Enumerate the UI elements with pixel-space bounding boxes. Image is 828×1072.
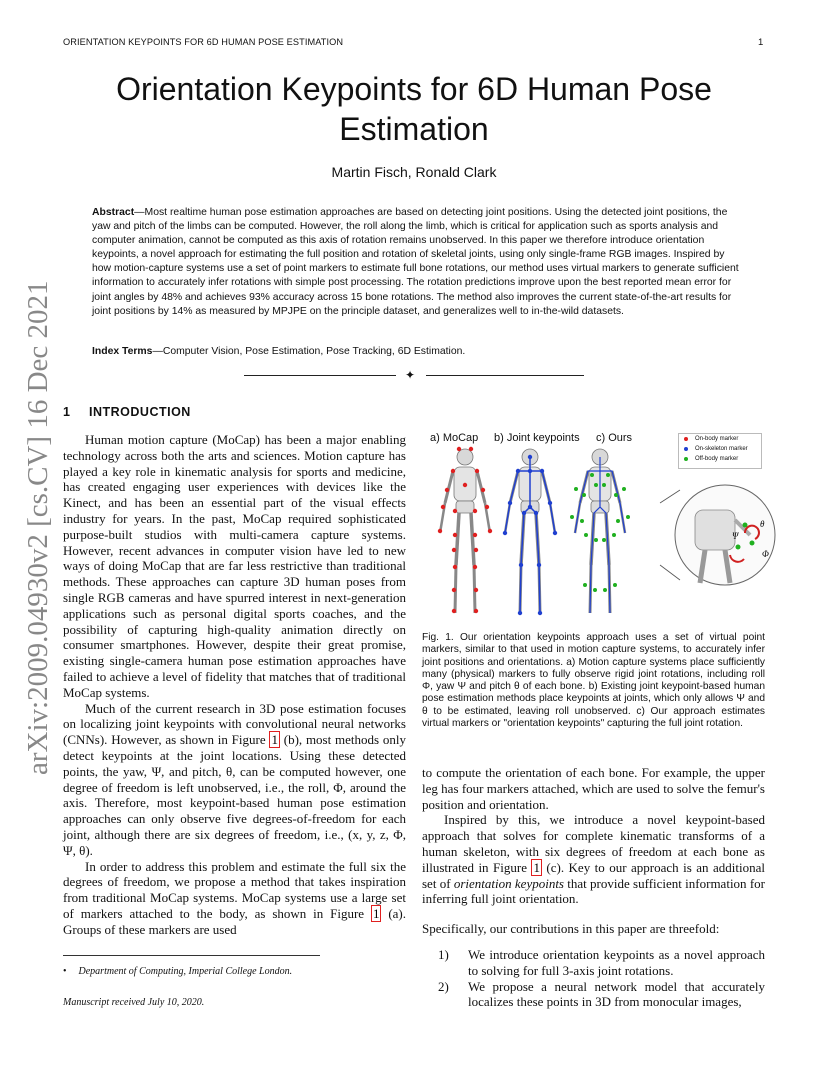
section-title: INTRODUCTION <box>89 405 191 419</box>
phi-label: Φ <box>762 549 769 559</box>
psi-label: Ψ <box>732 531 739 541</box>
intro-paragraph-2: Much of the current research in 3D pose estimation focuses on localizing joint keypoints with convolutional neural networks (CNNs). However, as shown in Figure 1 (b), most methods only detect keypoints at the joint locations. Using these detected points, the yaw, Ψ, and pitch, θ, can be computed however, one degree of freedom is left unobserved, i.e., the roll, Φ, around the axis. Therefore, most keypoint-based human pose estimation approaches can only observe five degrees-of-freedom for each joint, although there are six degrees of freedom, i.e., (x, y, z, Φ, Ψ, θ). <box>63 700 406 858</box>
section-number: 1 <box>63 405 71 419</box>
figure-label-c: c) Ours <box>596 432 633 444</box>
section-heading <box>63 405 191 419</box>
right-paragraph-3: Specifically, our contributions in this paper are threefold: <box>422 921 720 937</box>
zoom-callout <box>660 485 775 585</box>
arxiv-stamp: arXiv:2009.04930v2 [cs.CV] 16 Dec 2021 <box>22 280 54 775</box>
skeleton-orientation-keypoints <box>570 449 630 613</box>
right-paragraph-2: Inspired by this, we introduce a novel keypoint-based approach that solves for complete kinematic transforms of a human skeleton, with six degrees of freedom at each bone as illustrated in Figure 1 (c). Key to our approach is an additional set of orientation keypoints that provide sufficient information for inferring full joint orientation. <box>422 812 765 907</box>
list-item: 2) We propose a neural network model that accurately localizes these points in 3D from monocular images, <box>438 978 765 1010</box>
skeleton-mocap <box>438 447 492 613</box>
abstract <box>92 206 744 319</box>
figure-label-b: b) Joint keypoints <box>494 432 580 444</box>
contributions-list <box>438 947 765 1010</box>
figure-1-link[interactable]: 1 <box>372 905 380 921</box>
skeleton-joint-keypoints <box>503 449 557 615</box>
skeleton-illustration <box>425 445 769 630</box>
right-paragraph-1: to compute the orientation of each bone. For example, the upper leg has four markers attached, which are used to solve the femur's position and orientation. <box>422 765 765 812</box>
right-column <box>422 765 765 937</box>
paper-title: Orientation Keypoints for 6D Human Pose Estimation <box>116 71 712 147</box>
page-number: 1 <box>758 37 764 48</box>
figure-1-link[interactable]: 1 <box>533 859 540 875</box>
footnote-rule <box>63 955 320 956</box>
legend-item-off-body: Off-body marker <box>679 454 761 464</box>
figure-caption: Fig. 1. Our orientation keypoints approach uses a set of virtual point markers, similar to that used in motion capture systems, to accurately infer joint positions and orientations. a) Motion capture systems place sufficiently many (physical) markers to fully observe rigid joint rotations, including roll Φ, yaw Ψ and pitch θ of each bone. b) Existing joint keypoint-based human pose estimation methods place keypoints at joints, which only allows Ψ and θ to be estimated, leaving roll unobserved. c) Our approach estimates virtual markers or "orientation keypoints" capturing the full joint rotation. <box>422 632 765 730</box>
legend-item-on-skeleton: On-skeleton marker <box>679 444 761 454</box>
figure-label-a: a) MoCap <box>430 432 479 444</box>
figure-1-link[interactable]: 1 <box>271 732 278 748</box>
section-divider <box>244 368 584 382</box>
manuscript-note: Manuscript received July 10, 2020. <box>63 997 205 1008</box>
footnote-bullet: • <box>63 966 67 977</box>
abstract-label: Abstract <box>92 207 135 218</box>
running-title: ORIENTATION KEYPOINTS FOR 6D HUMAN POSE ESTIMATION <box>63 37 344 47</box>
intro-paragraph-3: In order to address this problem and estimate the full six the degrees of freedom, we propose a method that takes inspiration from traditional MoCap systems. MoCap systems use a large set of markers attached to the body, as shown in Figure 1 (a). Groups of these markers are used <box>63 858 407 937</box>
authors: Martin Fisch, Ronald Clark <box>331 164 497 180</box>
footnote-text: Department of Computing, Imperial College London. <box>78 966 293 977</box>
theta-label: θ <box>760 519 765 529</box>
divider-star-icon: ✦ <box>405 368 416 382</box>
red-dot-icon <box>684 437 688 441</box>
legend-item-on-body: On-body marker <box>679 434 761 444</box>
index-terms-text: —Computer Vision, Pose Estimation, Pose Tracking, 6D Estimation. <box>152 346 466 357</box>
intro-paragraph-1: Human motion capture (MoCap) has been a major enabling technology across both the arts and sciences. Motion capture has played a key role in kinematic analysis for sports and medicine, has created engaging user experiences with devices like the Kinect, and has been an essential part of the visual effects industry for years. In the past, MoCap required sophisticated purpose-built studios with multi-camera capture systems. However, recent advances in computer vision have led to new ways of doing MoCap that are far less restrictive than traditional methods. These approaches can capture 3D human poses from single RGB cameras and have spurred interest in next-generation applications such as personal digital sports coaches, and the possibility of capturing high-quality animation directly on consumer smartphones. However, despite their great promise, existing single-camera human pose estimation approaches have failed to achieve a level of fidelity that matches that of traditional MoCap systems. <box>63 432 406 700</box>
divider-line-left <box>244 375 396 376</box>
footnote <box>63 966 292 977</box>
index-terms-label: Index Terms <box>92 346 153 357</box>
abstract-text: —Most realtime human pose estimation approaches are based on detecting joint positions. Using the detected joint positions, the yaw and pitch of the limbs can be computed. However, the roll along the limb, which is critical for application such as sports analysis and computer animation, cannot be computed as this axis of rotation remains unobserved. In this paper we therefore introduce orientation keypoints, a novel approach for estimating the full position and rotation of skeletal joints, using only single-frame RGB images. Inspired by how motion-capture systems use a set of point markers to estimate full bone rotations, our method uses virtual markers to generate sufficient information to accurately infer rotations with simple post processing. The rotation predictions improve upon the best reported mean error for joint angles by 48% and achieves 93% accuracy across 15 bone rotations. The method also improves the current state-of-the-art results for joint positions by 14% as measured by MPJPE on the principle dataset, and generalizes well to in-the-wild datasets. <box>92 207 739 317</box>
list-item: 1) We introduce orientation keypoints as a novel approach to solving for full 3-axis joint rotations. <box>438 947 765 978</box>
left-column <box>63 432 406 938</box>
divider-line-right <box>426 375 584 376</box>
index-terms <box>92 346 744 357</box>
